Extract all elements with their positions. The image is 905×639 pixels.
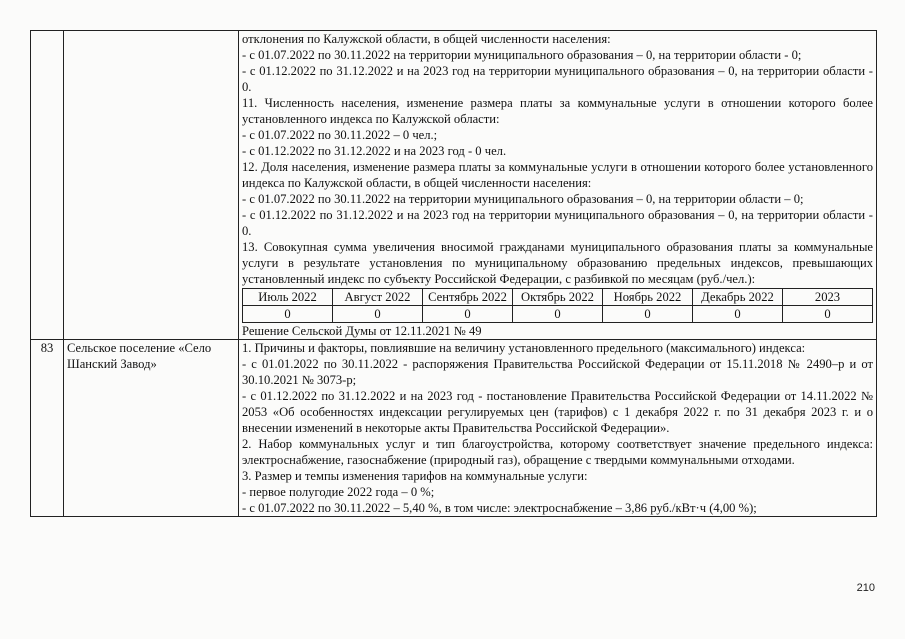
text-line: - с 01.12.2022 по 31.12.2022 и на 2023 год на территории муниципального образования – 0, на территории области - 0. (242, 208, 873, 238)
row-number-cell: 83 (31, 340, 64, 517)
table-row (31, 340, 877, 517)
month-header: 2023 (783, 289, 873, 306)
text-line: 3. Размер и темпы изменения тарифов на коммунальные услуги: (242, 469, 588, 483)
text-line: - с 01.01.2022 по 30.11.2022 - распоряжения Правительства Российской Федерации от 15.11.2018 № 2490–р и от 30.10.2021 № 3073-р; (242, 357, 873, 387)
text-line: - с 01.07.2022 по 30.11.2022 – 0 чел.; (242, 128, 438, 142)
text-line: - с 01.07.2022 по 30.11.2022 на территории муниципального образования – 0, на территории области – 0; (242, 192, 804, 206)
month-value: 0 (603, 306, 693, 323)
month-value: 0 (693, 306, 783, 323)
text-line: 2. Набор коммунальных услуг и тип благоустройства, которому соответствует значение предельного индекса: электроснабжение, газоснабжение (природный газ), обращение с твердыми коммунальными отходами. (242, 437, 873, 467)
month-header: Сентябрь 2022 (423, 289, 513, 306)
row-name-cell (64, 31, 239, 340)
table-row (243, 289, 873, 306)
month-header: Декабрь 2022 (693, 289, 783, 306)
month-header: Октябрь 2022 (513, 289, 603, 306)
data-table (30, 30, 877, 517)
monthly-sum-table (242, 288, 873, 323)
row-name-cell: Сельское поселение «Село Шанский Завод» (64, 340, 239, 517)
text-line: 1. Причины и факторы, повлиявшие на величину установленного предельного (максимального) индекса: (242, 341, 806, 355)
month-value: 0 (783, 306, 873, 323)
text-line: 11. Численность населения, изменение размера платы за коммунальные услуги в отношении которого более установленного индекса по Калужской области: (242, 96, 873, 126)
table-row (243, 306, 873, 323)
row-content-cell (239, 340, 877, 517)
text-line: - первое полугодие 2022 года – 0 %; (242, 485, 435, 499)
page-number: 210 (856, 582, 875, 594)
month-value: 0 (243, 306, 333, 323)
decision-reference: Решение Сельской Думы от 12.11.2021 № 49 (242, 324, 482, 338)
text-line: - с 01.07.2022 по 30.11.2022 – 5,40 %, в том числе: электроснабжение – 3,86 руб./кВт·ч (4,00 %); (242, 501, 757, 515)
text-line: - с 01.12.2022 по 31.12.2022 и на 2023 год на территории муниципального образования – 0, на территории области - 0. (242, 64, 873, 94)
month-value: 0 (423, 306, 513, 323)
text-line: - с 01.12.2022 по 31.12.2022 и на 2023 год - 0 чел. (242, 144, 507, 158)
month-value: 0 (513, 306, 603, 323)
text-line: - с 01.12.2022 по 31.12.2022 и на 2023 год - постановление Правительства Российской Федерации от 14.11.2022 № 2053 «Об особенностях индексации регулируемых цен (тарифов) с 1 декабря 2022 г. по 31 декабря 2023 г. и о внесении изменений в некоторые акты Правительства Российской Федерации». (242, 389, 873, 435)
month-header: Июль 2022 (243, 289, 333, 306)
text-line: - с 01.07.2022 по 30.11.2022 на территории муниципального образования – 0, на территории области - 0; (242, 48, 802, 62)
text-line: 13. Совокупная сумма увеличения вносимой гражданами муниципального образования платы за коммунальные услуги в результате установления по муниципальному образованию предельных индексов, превышающих установленный индекс по субъекту Российской Федерации, с разбивкой по месяцам (руб./чел.): (242, 240, 873, 286)
text-line: 12. Доля населения, изменение размера платы за коммунальные услуги в отношении которого более установленного индекса по Калужской области, в общей численности населения: (242, 160, 873, 190)
text-line: отклонения по Калужской области, в общей численности населения: (242, 32, 611, 46)
month-header: Август 2022 (333, 289, 423, 306)
month-header: Ноябрь 2022 (603, 289, 693, 306)
row-content-cell (239, 31, 877, 340)
table-row (31, 31, 877, 340)
month-value: 0 (333, 306, 423, 323)
row-number-cell (31, 31, 64, 340)
